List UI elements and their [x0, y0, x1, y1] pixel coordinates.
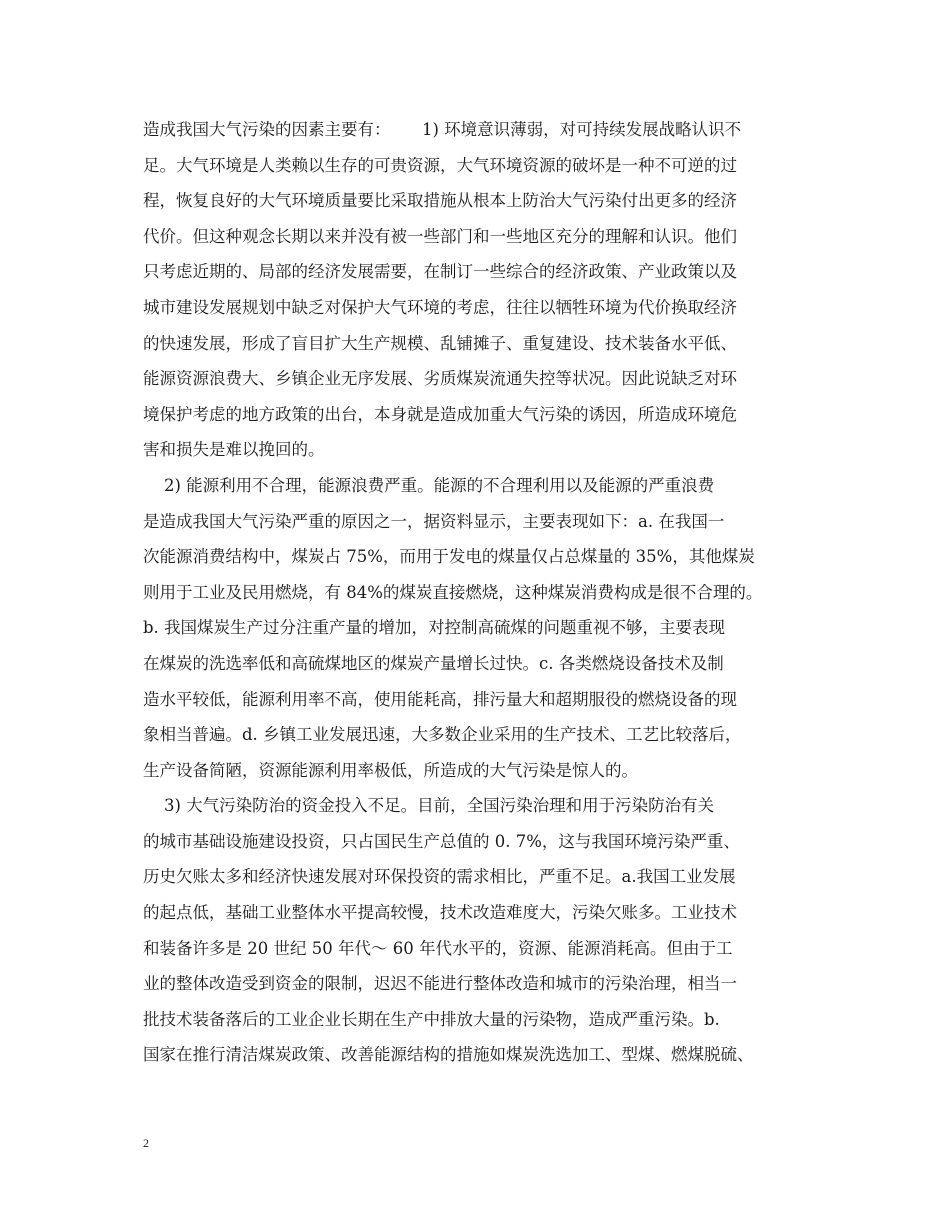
document-body [143, 112, 823, 1073]
text-line: 批技术装备落后的工业企业长期在生产中排放大量的污染物，造成严重污染。b. [143, 1009, 720, 1029]
text-line: 程，恢复良好的大气环境质量要比采取措施从根本上防治大气污染付出更多的经济 [143, 191, 737, 211]
page-number: 2 [143, 1136, 149, 1150]
text-line: 3) 大气污染防治的资金投入不足。目前，全国污染治理和用于污染防治有关 [143, 796, 715, 816]
text-line: 的快速发展，形成了盲目扩大生产规模、乱铺摊子、重复建设、技术装备水平低、 [143, 333, 737, 353]
text-line: 境保护考虑的地方政策的出台，本身就是造成加重大气污染的诱因，所造成环境危 [143, 404, 737, 424]
text-line: 代价。但这种观念长期以来并没有被一些部门和一些地区充分的理解和认识。他们 [143, 226, 737, 246]
text-line: 的城市基础设施建设投资，只占国民生产总值的 0. 7%，这与我国环境污染严重、 [143, 831, 740, 851]
text-line: 象相当普遍。d. 乡镇工业发展迅速，大多数企业采用的生产技术、工艺比较落后， [143, 725, 742, 745]
text-line: b. 我国煤炭生产过分注重产量的增加，对控制高硫煤的问题重视不够，主要表现 [143, 618, 726, 638]
text-line: 只考虑近期的、局部的经济发展需要，在制订一些综合的经济政策、产业政策以及 [143, 262, 737, 282]
text-line: 能源资源浪费大、乡镇企业无序发展、劣质煤炭流通失控等状况。因此说缺乏对环 [143, 369, 737, 389]
text-line: 的起点低，基础工业整体水平提高较慢，技术改造难度大，污染欠账多。工业技术 [143, 903, 737, 923]
text-line: 造水平较低，能源利用率不高，使用能耗高，排污量大和超期服役的燃烧设备的现 [143, 689, 737, 709]
text-line: 次能源消费结构中，煤炭占 75%，而用于发电的煤量仅占总煤量的 35%，其他煤炭 [143, 547, 755, 567]
text-line: 城市建设发展规划中缺乏对保护大气环境的考虑，往往以牺牲环境为代价换取经济 [143, 297, 737, 317]
text-line: 国家在推行清洁煤炭政策、改善能源结构的措施如煤炭洗选加工、型煤、燃煤脱硫、 [143, 1045, 754, 1065]
text-line: 足。大气环境是人类赖以生存的可贵资源，大气环境资源的破坏是一种不可逆的过 [143, 155, 737, 175]
text-line: 和装备许多是 20 世纪 50 年代～ 60 年代水平的，资源、能源消耗高。但由于工 [143, 938, 733, 958]
text-line: 在煤炭的洗选率低和高硫煤地区的煤炭产量增长过快。c. 各类燃烧设备技术及制 [143, 653, 724, 673]
text-line: 2) 能源利用不合理，能源浪费严重。能源的不合理利用以及能源的严重浪费 [143, 475, 715, 495]
text-line: 害和损失是难以挽回的。 [143, 440, 325, 460]
text-line: 生产设备简陋，资源能源利用率极低，所造成的大气污染是惊人的。 [143, 760, 638, 780]
text-line: 是造成我国大气污染严重的原因之一，据资料显示，主要表现如下：a. 在我国一 [143, 511, 725, 531]
text-line: 历史欠账太多和经济快速发展对环保投资的需求相比，严重不足。a.我国工业发展 [143, 867, 736, 887]
text-line: 造成我国大气污染的因素主要有： 1) 环境意识薄弱，对可持续发展战略认识不 [143, 120, 742, 139]
text-line: 则用于工业及民用燃烧，有 84%的煤炭直接燃烧，这种煤炭消费构成是很不合理的。 [143, 582, 763, 602]
text-line: 业的整体改造受到资金的限制，迟迟不能进行整体改造和城市的污染治理，相当一 [143, 974, 737, 994]
